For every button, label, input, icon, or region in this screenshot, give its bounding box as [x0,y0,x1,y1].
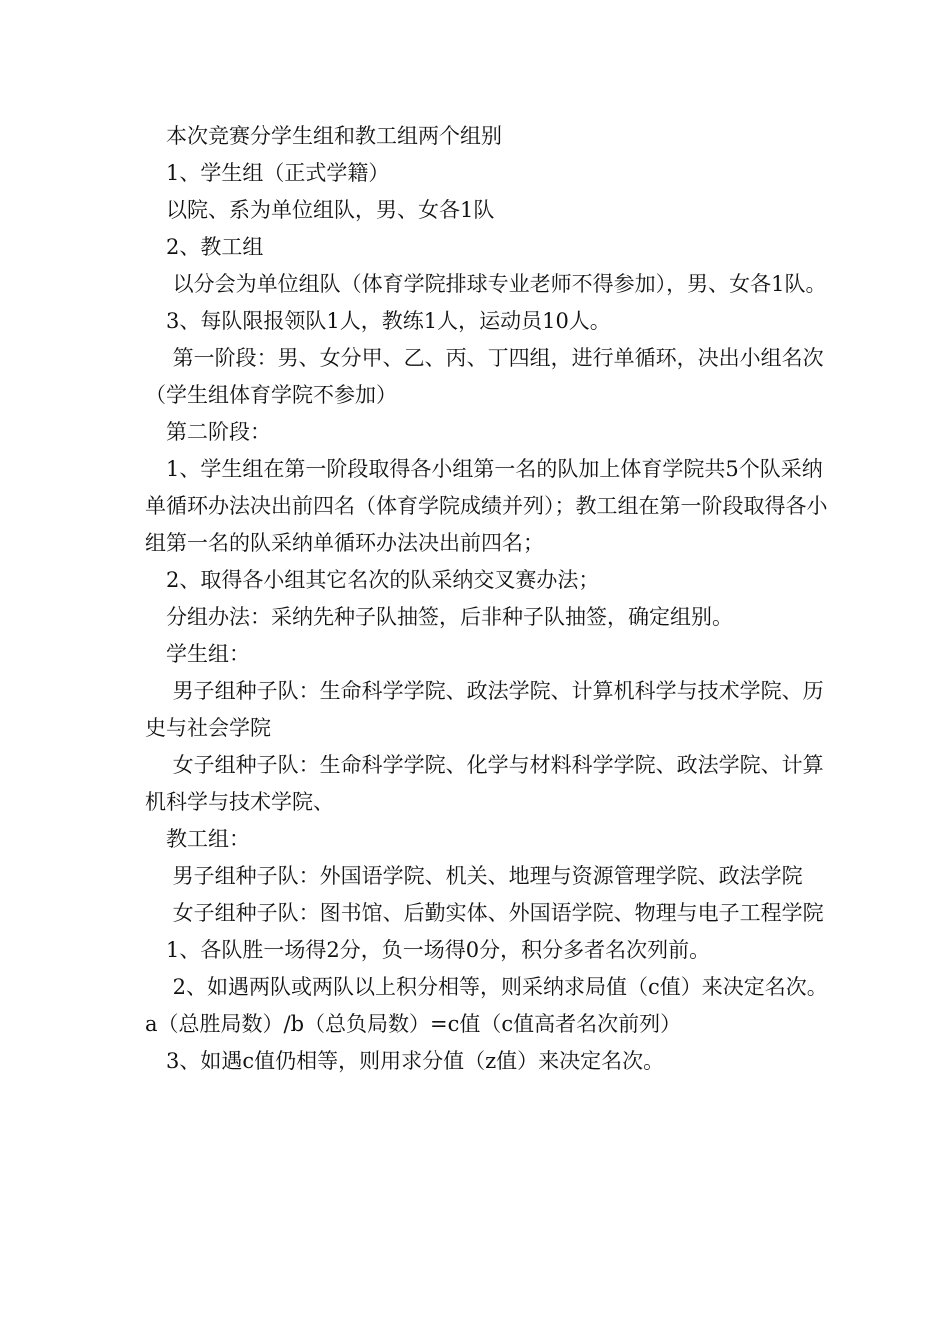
paragraph: 男子组种子队：外国语学院、机关、地理与资源管理学院、政法学院 [145,864,803,888]
paragraph: 2、如遇两队或两队以上积分相等，则采纳求局值（c值）来决定名次。a（总胜局数）/b（总负局数）=c值（c值高者名次前列） [145,975,828,1036]
paragraph: 1、学生组（正式学籍） [145,161,390,185]
paragraph: 女子组种子队：图书馆、后勤实体、外国语学院、物理与电子工程学院 [145,901,824,925]
paragraph: 2、教工组 [145,235,264,259]
paragraph: 第一阶段：男、女分甲、乙、丙、丁四组，进行单循环，决出小组名次（学生组体育学院不参加） [145,346,824,407]
paragraph: 3、每队限报领队1人，教练1人，运动员10人。 [145,309,611,333]
paragraph: 本次竞赛分学生组和教工组两个组别 [145,124,502,148]
paragraph: 第二阶段： [145,420,271,444]
paragraph: 学生组： [145,642,250,666]
paragraph: 以分会为单位组队（体育学院排球专业老师不得参加），男、女各1队。 [145,272,827,296]
paragraph: 3、如遇c值仍相等，则用求分值（z值）来决定名次。 [145,1049,665,1073]
paragraph: 1、学生组在第一阶段取得各小组第一名的队加上体育学院共5个队采纳单循环办法决出前四名（体育学院成绩并列）；教工组在第一阶段取得各小组第一名的队采纳单循环办法决出前四名； [145,457,828,555]
paragraph: 分组办法：采纳先种子队抽签，后非种子队抽签，确定组别。 [145,605,733,629]
paragraph: 1、各队胜一场得2分，负一场得0分，积分多者名次列前。 [145,938,711,962]
paragraph: 2、取得各小组其它名次的队采纳交叉赛办法； [145,568,600,592]
document-body [145,118,835,1080]
paragraph: 教工组： [145,827,250,851]
paragraph: 男子组种子队：生命科学学院、政法学院、计算机科学与技术学院、历史与社会学院 [145,679,824,740]
paragraph: 女子组种子队：生命科学学院、化学与材料科学学院、政法学院、计算机科学与技术学院、 [145,753,824,814]
paragraph: 以院、系为单位组队，男、女各1队 [145,198,495,222]
